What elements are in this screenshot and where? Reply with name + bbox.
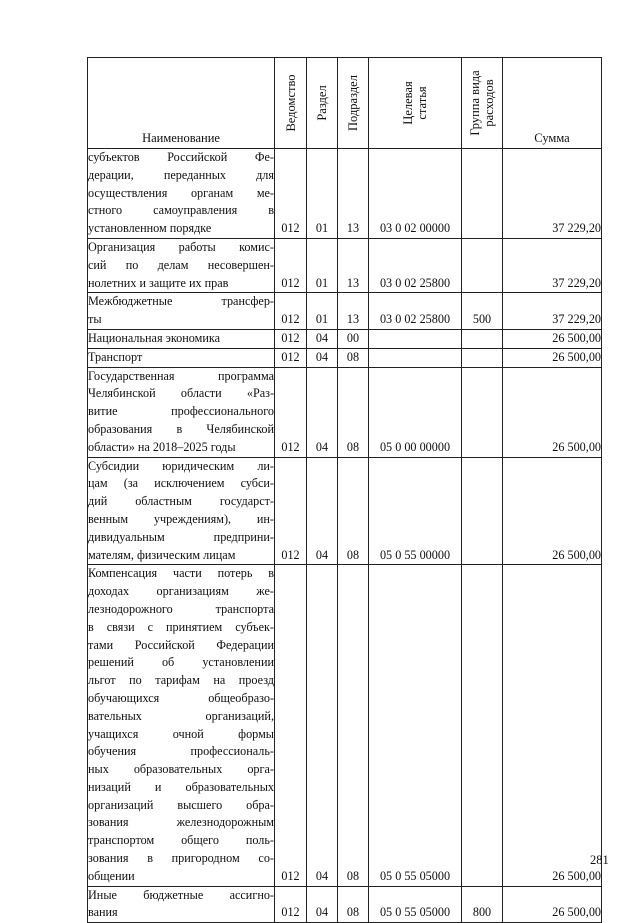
row-razdel: 04 (307, 457, 338, 565)
table-row (88, 348, 602, 367)
row-name-line: субъектов Российской Фе- (88, 150, 274, 164)
row-name (88, 293, 275, 330)
row-vedomstvo: 012 (275, 329, 307, 348)
row-summa: 26 500,00 (503, 329, 602, 348)
row-razdel: 04 (307, 329, 338, 348)
row-name-line: общении (88, 868, 135, 883)
row-name-line: Организация работы комис- (88, 239, 274, 254)
row-name-line: Челябинской области «Раз- (88, 386, 274, 401)
row-podrazdel: 13 (338, 293, 369, 330)
row-name-line: зования в пригородном со- (88, 851, 274, 866)
row-summa: 26 500,00 (503, 367, 602, 457)
row-name-line: области» на 2018–2025 годы (88, 439, 236, 454)
row-razdel: 01 (307, 149, 338, 239)
row-gruppa (462, 565, 503, 886)
row-gruppa (462, 457, 503, 565)
row-podrazdel: 08 (338, 886, 369, 923)
row-vedomstvo: 012 (275, 457, 307, 565)
row-name-line: мателям, физическим лицам (88, 547, 236, 562)
row-podrazdel: 00 (338, 329, 369, 348)
row-celevaya-statya: 05 0 55 00000 (369, 457, 462, 565)
row-name-line: вательных организаций, (88, 708, 274, 723)
row-razdel: 01 (307, 293, 338, 330)
row-gruppa (462, 348, 503, 367)
row-podrazdel: 13 (338, 238, 369, 292)
row-name-line: транспортом общего поль- (88, 833, 274, 848)
row-name (88, 329, 275, 348)
row-name-line: установленном порядке (88, 221, 212, 236)
table-row (88, 329, 602, 348)
row-podrazdel: 08 (338, 348, 369, 367)
row-name-line: Транспорт (88, 349, 143, 364)
row-celevaya-statya: 05 0 55 05000 (369, 886, 462, 923)
row-name-line: осуществления органам ме- (88, 185, 274, 200)
table-header-row (88, 58, 602, 149)
row-name-line: низаций и образовательных (88, 779, 274, 794)
row-name-line: вания (88, 905, 118, 920)
row-podrazdel: 08 (338, 457, 369, 565)
row-vedomstvo: 012 (275, 886, 307, 923)
row-razdel: 04 (307, 367, 338, 457)
row-summa: 26 500,00 (503, 886, 602, 923)
row-name-line: дивидуальным предприни- (88, 529, 274, 544)
row-razdel: 04 (307, 348, 338, 367)
row-celevaya-statya: 03 0 02 00000 (369, 149, 462, 239)
row-gruppa (462, 238, 503, 292)
row-celevaya-statya: 03 0 02 25800 (369, 293, 462, 330)
row-name-line: лезнодорожного транспорта (88, 601, 274, 616)
row-celevaya-statya: 05 0 55 05000 (369, 565, 462, 886)
header-vedomstvo: Ведомство (275, 58, 307, 149)
row-name-line: нолетних и защите их прав (88, 275, 229, 290)
row-name (88, 348, 275, 367)
row-name (88, 238, 275, 292)
header-name: Наименование (88, 58, 275, 149)
row-name-line: доходах организациям же- (88, 584, 274, 599)
row-razdel: 04 (307, 565, 338, 886)
row-gruppa (462, 149, 503, 239)
header-summa: Сумма (503, 58, 602, 149)
table-body (88, 149, 602, 923)
row-name-line: дий областным государст- (88, 494, 274, 509)
row-name-line: обучения профессиональ- (88, 744, 274, 759)
row-name-line: стного самоуправления в (88, 203, 274, 218)
row-name-line: Компенсация части потерь в (88, 566, 274, 581)
row-name-line: учащихся очной формы (88, 726, 274, 741)
row-celevaya-statya (369, 329, 462, 348)
row-name-line: в связи с принятием субъек- (88, 619, 274, 634)
table-row (88, 886, 602, 923)
table-row (88, 367, 602, 457)
row-name-line: обучающихся общеобразо- (88, 690, 274, 705)
row-name (88, 886, 275, 923)
page-number: 281 (590, 853, 609, 867)
row-name-line: венным учреждениям), ин- (88, 511, 274, 526)
row-name-line: Государственная программа (88, 368, 274, 383)
row-summa: 26 500,00 (503, 565, 602, 886)
row-summa: 26 500,00 (503, 348, 602, 367)
header-celevaya-statya: Целевая статья (369, 58, 462, 149)
row-name-line: Национальная экономика (88, 330, 221, 345)
row-vedomstvo: 012 (275, 238, 307, 292)
header-razdel: Раздел (307, 58, 338, 149)
row-podrazdel: 13 (338, 149, 369, 239)
row-podrazdel: 08 (338, 367, 369, 457)
row-gruppa: 500 (462, 293, 503, 330)
row-name (88, 565, 275, 886)
row-summa: 37 229,20 (503, 149, 602, 239)
row-gruppa (462, 329, 503, 348)
row-vedomstvo: 012 (275, 367, 307, 457)
row-gruppa (462, 367, 503, 457)
table-row (88, 457, 602, 565)
row-name-line: тами Российской Федерации (88, 637, 274, 652)
row-name-line: образования в Челябинской (88, 421, 274, 436)
row-name-line: ты (88, 312, 102, 327)
row-celevaya-statya (369, 348, 462, 367)
budget-table (87, 57, 602, 923)
row-name-line: сий по делам несовершен- (88, 257, 274, 272)
row-gruppa: 800 (462, 886, 503, 923)
table-row (88, 565, 602, 886)
row-summa: 26 500,00 (503, 457, 602, 565)
row-name-line: решений об установлении (88, 655, 274, 670)
row-vedomstvo: 012 (275, 149, 307, 239)
row-name-line: Межбюджетные трансфер- (88, 294, 274, 309)
row-name-line: витие профессионального (88, 404, 274, 419)
row-summa: 37 229,20 (503, 238, 602, 292)
row-razdel: 04 (307, 886, 338, 923)
table-row (88, 238, 602, 292)
row-name (88, 367, 275, 457)
row-name-line: зования железнодорожным (88, 815, 274, 830)
header-gruppa-vida-rashodov: Группа вида расходов (462, 58, 503, 149)
row-name-line: Субсидии юридическим ли- (88, 458, 274, 473)
row-vedomstvo: 012 (275, 565, 307, 886)
row-name-line: ных образовательных орга- (88, 762, 274, 777)
row-vedomstvo: 012 (275, 293, 307, 330)
row-celevaya-statya: 03 0 02 25800 (369, 238, 462, 292)
row-razdel: 01 (307, 238, 338, 292)
row-name-line: цам (за исключением субси- (88, 476, 274, 491)
table-row (88, 149, 602, 239)
row-name (88, 457, 275, 565)
row-vedomstvo: 012 (275, 348, 307, 367)
row-name (88, 149, 275, 239)
row-name-line: Иные бюджетные ассигно- (88, 887, 274, 902)
row-podrazdel: 08 (338, 565, 369, 886)
row-name-line: организаций высшего обра- (88, 797, 274, 812)
header-podrazdel: Подраздел (338, 58, 369, 149)
row-celevaya-statya: 05 0 00 00000 (369, 367, 462, 457)
row-name-line: дерации, переданных для (88, 167, 274, 182)
row-summa: 37 229,20 (503, 293, 602, 330)
table-row (88, 293, 602, 330)
row-name-line: льгот по тарифам на проезд (88, 673, 274, 688)
